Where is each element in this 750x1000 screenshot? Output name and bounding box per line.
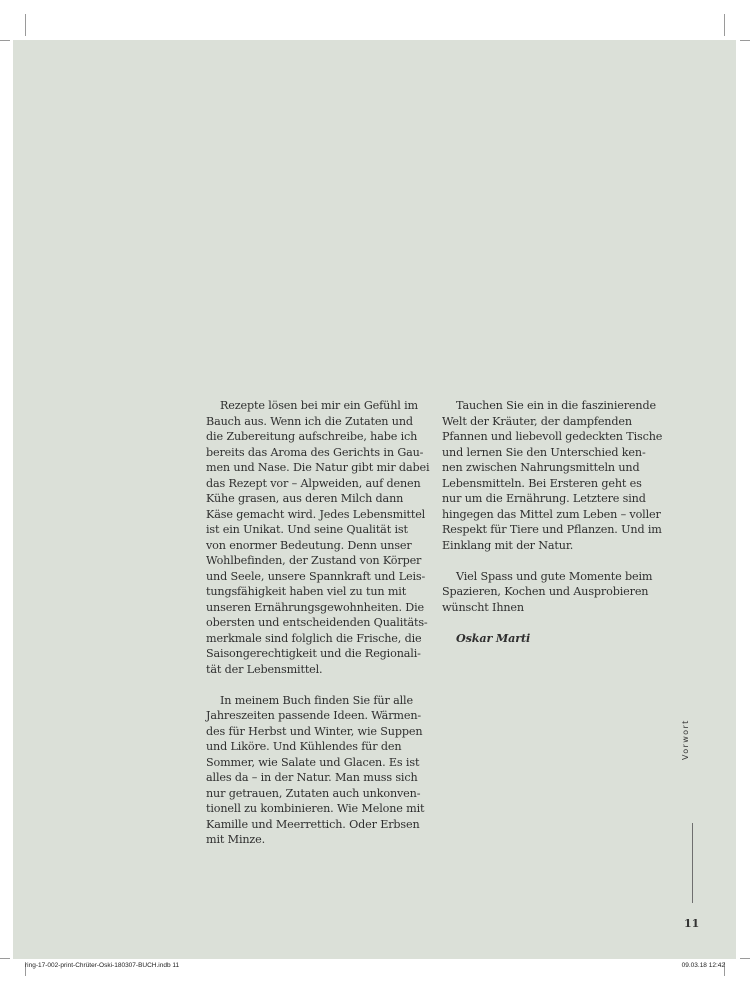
text-line: die Zubereitung aufschreibe, habe ich: [206, 430, 418, 443]
text-line: Rezepte lösen bei mir ein Gefühl im: [220, 399, 418, 412]
text-line: bereits das Aroma des Gerichts in Gau-: [206, 445, 424, 459]
text-line: Jahreszeiten passende Ideen. Wärmen-: [206, 709, 422, 722]
text-line: alles da – in der Natur. Man muss sich: [206, 771, 418, 784]
text-line: obersten und entscheidenden Qualitäts-: [206, 616, 428, 629]
text-line: Lebensmitteln. Bei Ersteren geht es: [442, 476, 642, 490]
left-text-column: [206, 398, 438, 848]
crop-mark-right-top: [740, 40, 750, 41]
text-line: tionell zu kombinieren. Wie Melone mit: [206, 802, 425, 815]
text-line: Spazieren, Kochen und Ausprobieren: [442, 585, 649, 598]
text-line: ist ein Unikat. Und seine Qualität ist: [206, 523, 408, 536]
text-line: Viel Spass und gute Momente beim: [456, 569, 653, 583]
paragraph: [206, 398, 438, 677]
text-line: merkmale sind folglich die Frische, die: [206, 631, 422, 645]
print-slug-right: 09.03.18 12:42: [681, 962, 725, 969]
text-line: tät der Lebensmittel.: [206, 662, 323, 676]
paragraph: [442, 569, 674, 616]
crop-mark-left-top: [0, 40, 10, 41]
text-line: Einklang mit der Natur.: [442, 538, 574, 552]
text-line: men und Nase. Die Natur gibt mir dabei: [206, 461, 430, 474]
text-line: Tauchen Sie ein in die faszinierende: [456, 399, 656, 412]
text-line: nen zwischen Nahrungsmitteln und: [442, 461, 640, 474]
text-line: und lernen Sie den Unterschied ken-: [442, 445, 646, 459]
text-line: nur getrauen, Zutaten auch unkonven-: [206, 786, 421, 800]
text-line: Sommer, wie Salate und Glacen. Es ist: [206, 755, 420, 769]
text-line: unseren Ernährungsgewohnheiten. Die: [206, 600, 425, 614]
crop-mark-top-right: [724, 14, 725, 36]
text-line: Bauch aus. Wenn ich die Zutaten und: [206, 414, 413, 428]
text-line: des für Herbst und Winter, wie Suppen: [206, 724, 423, 738]
section-label: Vorwort: [681, 719, 690, 760]
text-line: wünscht Ihnen: [442, 600, 524, 614]
paragraph: [442, 398, 674, 553]
text-line: Kamille und Meerrettich. Oder Erbsen: [206, 817, 420, 831]
text-line: und Seele, unsere Spannkraft und Leis-: [206, 569, 426, 583]
text-line: das Rezept vor – Alpweiden, auf denen: [206, 476, 421, 490]
text-line: Käse gemacht wird. Jedes Lebensmittel: [206, 507, 426, 521]
text-line: Respekt für Tiere und Pflanzen. Und im: [442, 523, 662, 536]
text-line: Wohlbefinden, der Zustand von Körper: [206, 554, 422, 567]
crop-mark-right-bottom: [740, 958, 750, 959]
text-line: von enormer Bedeutung. Denn unser: [206, 538, 412, 552]
text-line: Saisongerechtigkeit und die Regionali-: [206, 647, 421, 660]
crop-mark-left-bottom: [0, 958, 10, 959]
text-line: hingegen das Mittel zum Leben – voller: [442, 507, 661, 521]
text-line: tungsfähigkeit haben viel zu tun mit: [206, 585, 407, 598]
crop-mark-top-left: [25, 14, 26, 36]
text-line: Pfannen und liebevoll gedeckten Tische: [442, 430, 663, 443]
paragraph: [206, 693, 438, 848]
text-line: In meinem Buch finden Sie für alle: [220, 693, 413, 707]
signature-paragraph: [442, 631, 674, 647]
text-line: Kühe grasen, aus deren Milch dann: [206, 492, 404, 505]
page-number: 11: [684, 917, 700, 930]
text-line: mit Minze.: [206, 833, 266, 846]
author-signature: Oskar Marti: [456, 630, 531, 645]
text-line: Welt der Kräuter, der dampfenden: [442, 414, 632, 428]
book-page: [13, 40, 736, 959]
section-rule: [692, 823, 693, 903]
text-line: nur um die Ernährung. Letztere sind: [442, 492, 646, 505]
right-text-column: [442, 398, 674, 646]
text-line: und Liköre. Und Kühlendes für den: [206, 740, 402, 753]
print-slug-left: ring-17-002-print-Chrüter-Oski-180307-BUCH.indb 11: [25, 962, 180, 969]
